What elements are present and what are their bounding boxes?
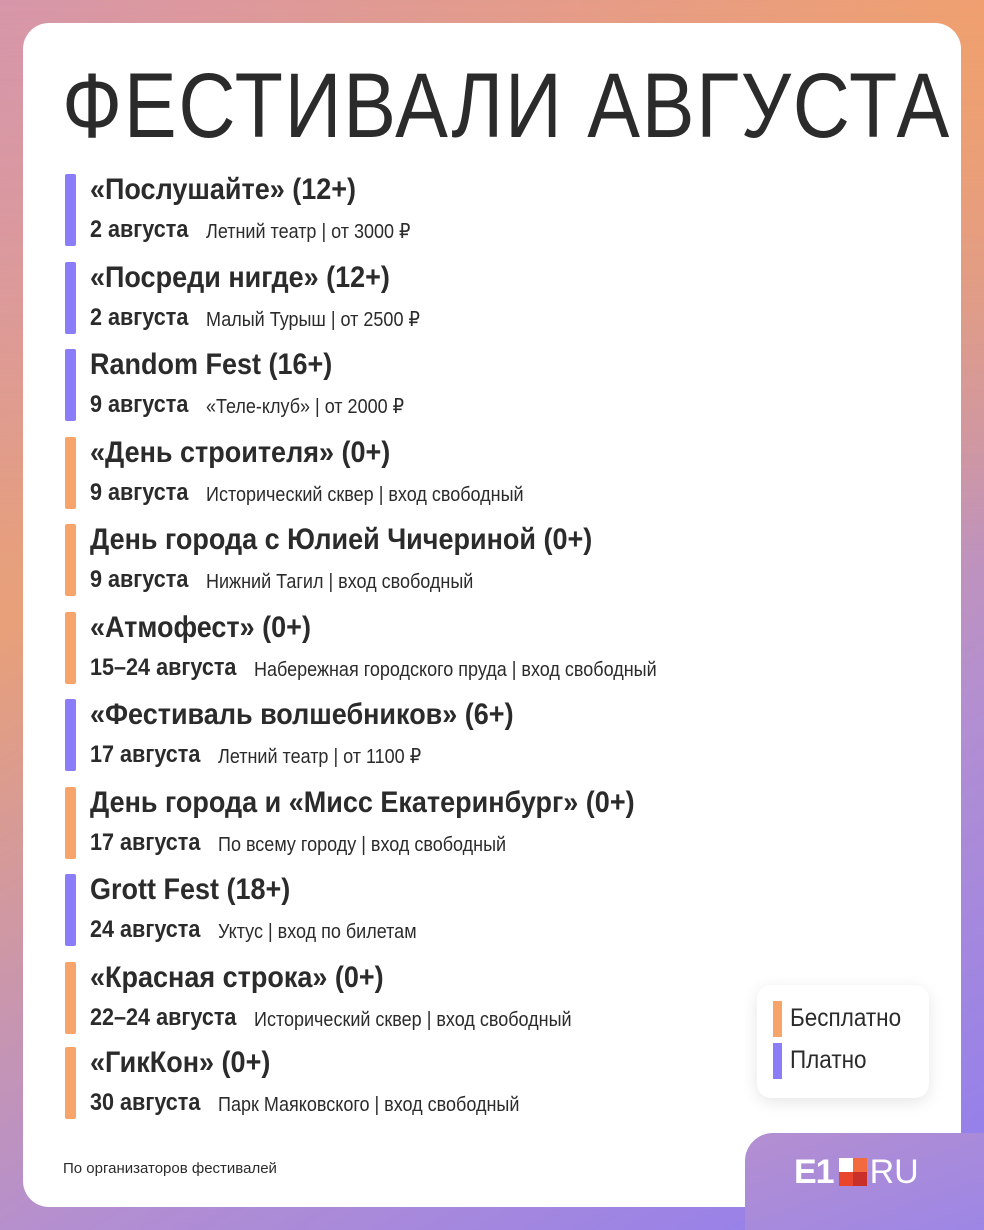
page-title: ФЕСТИВАЛИ АВГУСТА <box>62 55 951 157</box>
event-venue-price: По всему городу | вход свободный <box>218 834 507 856</box>
logo-e1-text: E1 <box>794 1153 834 1191</box>
legend-label-paid: Платно <box>790 1046 867 1074</box>
event-item <box>65 1045 765 1121</box>
event-type-marker <box>65 437 76 509</box>
event-venue-price: Нижний Тагил | вход свободный <box>206 571 474 593</box>
event-name: «День строителя» (0+) <box>90 436 391 469</box>
event-type-marker <box>65 874 76 946</box>
logo-ru-text: RU <box>869 1153 919 1191</box>
event-name: «Послушайте» (12+) <box>90 173 357 206</box>
source-note: По организаторов фестивалей <box>63 1160 277 1177</box>
event-type-marker <box>65 524 76 596</box>
logo-squares-icon <box>839 1158 867 1186</box>
event-item <box>65 347 765 423</box>
event-venue-price: «Теле-клуб» | от 2000 ₽ <box>206 396 405 418</box>
event-name: «ГикКон» (0+) <box>90 1046 271 1079</box>
event-type-marker <box>65 349 76 421</box>
event-name: Random Fest (16+) <box>90 348 333 381</box>
event-item <box>65 172 765 248</box>
event-venue-price: Уктус | вход по билетам <box>218 921 417 943</box>
event-venue-price: Исторический сквер | вход свободный <box>206 484 524 506</box>
legend-label-free: Бесплатно <box>790 1004 902 1032</box>
event-venue-price: Набережная городского пруда | вход свободный <box>254 659 658 681</box>
event-type-marker <box>65 699 76 771</box>
event-name: День города с Юлией Чичериной (0+) <box>90 523 593 556</box>
event-date: 22–24 августа <box>90 1004 237 1031</box>
event-venue-price: Исторический сквер | вход свободный <box>254 1009 573 1031</box>
event-venue-price: Летний театр | от 1100 ₽ <box>218 746 422 768</box>
event-date: 17 августа <box>90 741 201 768</box>
event-date: 17 августа <box>90 829 201 856</box>
event-name: «Посреди нигде» (12+) <box>90 261 390 294</box>
event-item <box>65 960 765 1036</box>
legend-swatch-free <box>773 1001 782 1037</box>
event-type-marker <box>65 962 76 1034</box>
event-venue-price: Малый Турыш | от 2500 ₽ <box>206 309 421 331</box>
event-date: 24 августа <box>90 916 201 943</box>
event-name: «Фестиваль волшебников» (6+) <box>90 698 514 731</box>
event-item <box>65 872 765 948</box>
event-name: Grott Fest (18+) <box>90 873 291 906</box>
event-type-marker <box>65 612 76 684</box>
event-item <box>65 697 765 773</box>
legend <box>757 985 929 1098</box>
event-name: «Атмофест» (0+) <box>90 611 311 644</box>
event-type-marker <box>65 1047 76 1119</box>
event-date: 15–24 августа <box>90 654 237 681</box>
event-type-marker <box>65 174 76 246</box>
legend-swatch-paid <box>773 1043 782 1079</box>
event-item <box>65 785 765 861</box>
event-venue-price: Летний театр | от 3000 ₽ <box>206 221 411 243</box>
event-date: 9 августа <box>90 479 189 506</box>
event-type-marker <box>65 787 76 859</box>
event-date: 30 августа <box>90 1089 201 1116</box>
event-date: 9 августа <box>90 391 189 418</box>
event-date: 2 августа <box>90 216 189 243</box>
event-type-marker <box>65 262 76 334</box>
event-name: «Красная строка» (0+) <box>90 961 384 994</box>
event-item <box>65 522 765 598</box>
event-date: 2 августа <box>90 304 189 331</box>
event-item <box>65 435 765 511</box>
event-venue-price: Парк Маяковского | вход свободный <box>218 1094 520 1116</box>
event-date: 9 августа <box>90 566 189 593</box>
event-item <box>65 260 765 336</box>
e1-logo[interactable] <box>794 1152 919 1192</box>
event-name: День города и «Мисс Екатеринбург» (0+) <box>90 786 635 819</box>
event-item <box>65 610 765 686</box>
